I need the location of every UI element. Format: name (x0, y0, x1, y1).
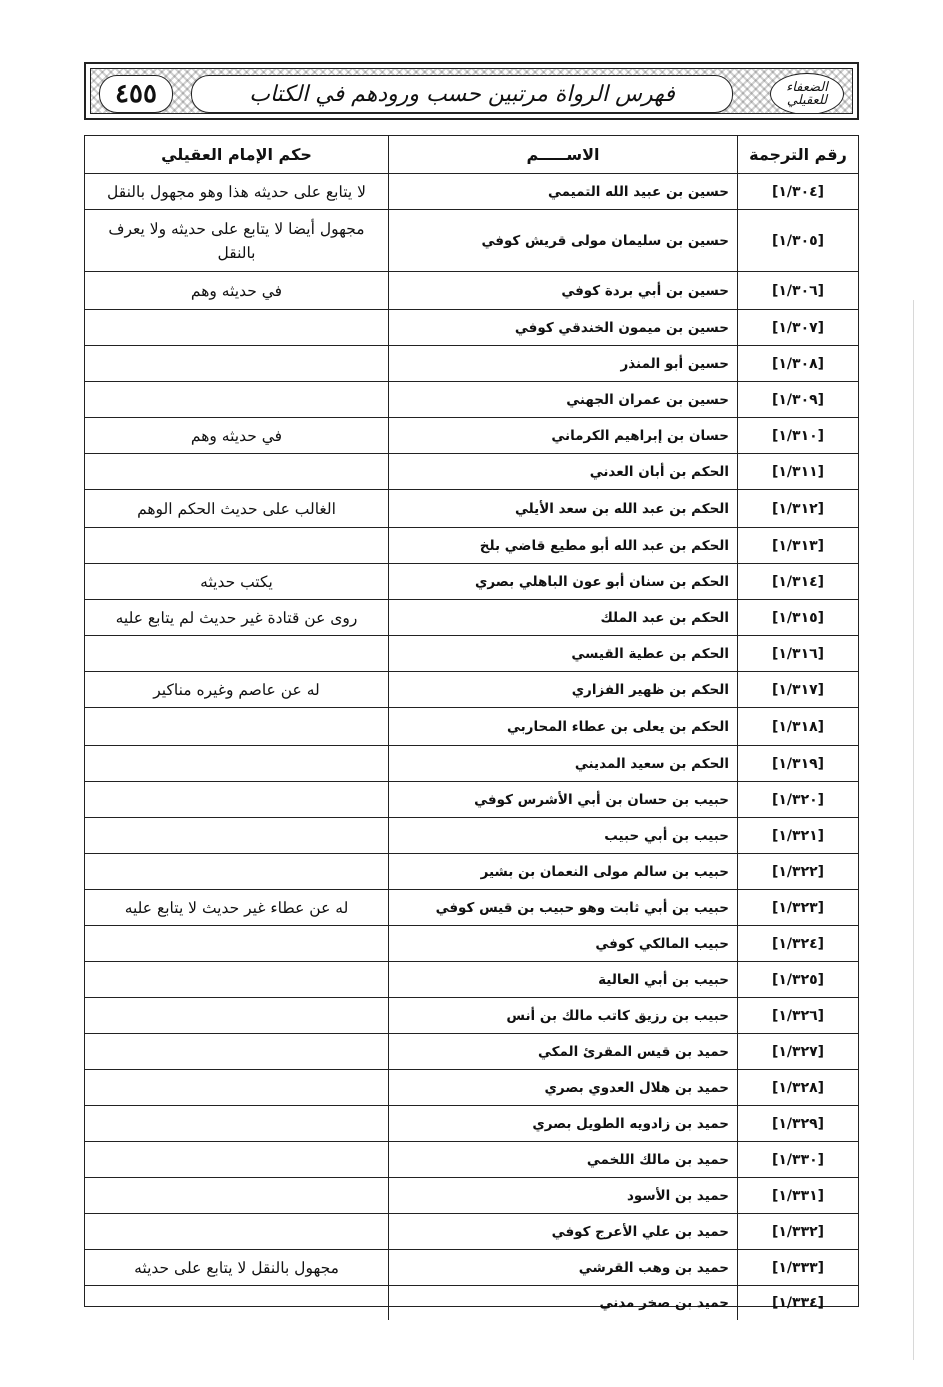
table-row (85, 962, 858, 998)
ruling-cell (85, 564, 388, 599)
page-edge-line (913, 300, 914, 1360)
translation-number-cell (738, 272, 858, 309)
table-row (85, 1250, 858, 1286)
narrators-table (84, 135, 859, 1311)
narrator-name-cell (388, 1214, 738, 1249)
narrator-name: حسين بن سليمان مولى قريش كوفي (481, 232, 729, 249)
table-row (85, 210, 858, 272)
table-row (85, 490, 858, 528)
translation-number: [١/٣٢٦] (771, 1007, 825, 1024)
narrator-name-cell (388, 272, 738, 309)
column-header-ruling: حكم الإمام العقيلي (161, 145, 312, 164)
translation-number-cell (738, 782, 858, 817)
book-logo (770, 73, 844, 114)
narrator-name-cell (388, 174, 738, 209)
ruling-cell (85, 1106, 388, 1141)
translation-number: [١/٣١٤] (771, 573, 825, 590)
translation-number: [١/٣٢٧] (771, 1043, 825, 1060)
translation-number: [١/٣٢٥] (771, 971, 825, 988)
narrator-name-cell (388, 998, 738, 1033)
narrator-name: حبيب بن أبي ثابت وهو حبيب بن قيس كوفي (435, 899, 729, 916)
ruling-cell (85, 210, 388, 271)
page-number-box (99, 75, 173, 113)
narrator-name: حبيب المالكي كوفي (595, 935, 729, 952)
page-header (84, 62, 859, 120)
narrator-name-cell (388, 1286, 738, 1320)
table-row (85, 636, 858, 672)
ruling-cell (85, 962, 388, 997)
narrator-name-cell (388, 672, 738, 707)
narrator-name-cell (388, 1106, 738, 1141)
translation-number-cell (738, 210, 858, 271)
translation-number-cell (738, 926, 858, 961)
ruling-cell (85, 1286, 388, 1320)
narrator-name-cell (388, 708, 738, 745)
narrator-name-cell (388, 1070, 738, 1105)
translation-number-cell (738, 310, 858, 345)
narrator-name-cell (388, 310, 738, 345)
ruling-cell (85, 1034, 388, 1069)
translation-number-cell (738, 564, 858, 599)
ruling-cell (85, 1250, 388, 1285)
translation-number-cell (738, 672, 858, 707)
table-row (85, 672, 858, 708)
ruling-cell (85, 310, 388, 345)
ruling-cell (85, 890, 388, 925)
translation-number-cell (738, 1106, 858, 1141)
narrator-name-cell (388, 528, 738, 563)
table-row (85, 746, 858, 782)
translation-number: [١/٣١١] (771, 463, 825, 480)
narrator-name-cell (388, 854, 738, 889)
narrator-name: حبيب بن حسان بن أبي الأشرس كوفي (474, 791, 729, 808)
translation-number: [١/٣٠٩] (771, 391, 825, 408)
ruling-text: يكتب حديثه (200, 572, 273, 591)
narrator-name: حبيب بن سالم مولى النعمان بن بشير (480, 863, 729, 880)
ruling-cell (85, 854, 388, 889)
table-row (85, 1106, 858, 1142)
ruling-text: لا يتابع على حديثه هذا وهو مجهول بالنقل (107, 182, 366, 201)
ruling-cell (85, 998, 388, 1033)
translation-number: [١/٣٣٤] (771, 1295, 825, 1311)
translation-number: [١/٣١٥] (771, 609, 825, 626)
ruling-cell (85, 708, 388, 745)
narrator-name-cell (388, 1250, 738, 1285)
translation-number: [١/٣٠٤] (771, 183, 825, 200)
ruling-text: له عن عاصم وغيره مناكير (153, 680, 320, 699)
narrator-name-cell (388, 454, 738, 489)
table-row (85, 998, 858, 1034)
ruling-text: مجهول أيضا لا يتابع على حديثه ولا يعرف بالنقل (108, 219, 365, 262)
narrator-name: حميد بن زادويه الطويل بصري (532, 1115, 729, 1132)
translation-number: [١/٣١٩] (771, 755, 825, 772)
translation-number-cell (738, 708, 858, 745)
table-row (85, 782, 858, 818)
translation-number: [١/٣٠٥] (771, 232, 825, 249)
translation-number-cell (738, 600, 858, 635)
translation-number-cell (738, 1250, 858, 1285)
ruling-cell (85, 174, 388, 209)
table-row (85, 1214, 858, 1250)
narrator-name-cell (388, 782, 738, 817)
table-row (85, 854, 858, 890)
translation-number: [١/٣٠٧] (771, 319, 825, 336)
narrator-name-cell (388, 210, 738, 271)
narrator-name: حسين بن عمران الجهني (566, 391, 729, 408)
narrator-name-cell (388, 564, 738, 599)
narrator-name: حسان بن إبراهيم الكرماني (551, 427, 729, 444)
table-row (85, 382, 858, 418)
narrator-name: الحكم بن سنان أبو عون الباهلي بصري (475, 573, 729, 590)
narrator-name: حسين بن عبيد الله التميمي (547, 183, 729, 200)
narrator-name-cell (388, 926, 738, 961)
header-title-box (191, 75, 733, 113)
translation-number: [١/٣٠٦] (771, 282, 825, 299)
narrator-name: الحكم بن عبد الله أبو مطيع قاضي بلخ (479, 537, 729, 554)
page-number: ٤٥٥ (115, 79, 157, 109)
narrator-name-cell (388, 818, 738, 853)
table-row (85, 272, 858, 310)
ruling-cell (85, 1214, 388, 1249)
translation-number-cell (738, 1178, 858, 1213)
narrator-name-cell (388, 418, 738, 453)
table-row (85, 528, 858, 564)
translation-number: [١/٣٣٣] (771, 1259, 825, 1276)
table-row (85, 818, 858, 854)
ruling-cell (85, 490, 388, 527)
narrator-name: الحكم بن سعيد المديني (574, 755, 729, 772)
translation-number-cell (738, 1034, 858, 1069)
translation-number: [١/٣٢٤] (771, 935, 825, 952)
narrator-name: حميد بن مالك اللخمي (586, 1151, 729, 1168)
table-row (85, 1070, 858, 1106)
narrator-name-cell (388, 490, 738, 527)
translation-number: [١/٣١٨] (771, 718, 825, 735)
table-row (85, 564, 858, 600)
narrator-name-cell (388, 382, 738, 417)
narrator-name: حميد بن وهب القرشي (578, 1259, 729, 1276)
translation-number: [١/٣٢١] (771, 827, 825, 844)
header-ornament (90, 68, 853, 114)
translation-number: [١/٣٢٢] (771, 863, 825, 880)
narrator-name: حبيب بن أبي حبيب (604, 827, 729, 844)
narrator-name: حميد بن صخر مدني (599, 1295, 729, 1311)
ruling-text: في حديثه وهم (190, 426, 283, 445)
translation-number-cell (738, 454, 858, 489)
ruling-cell (85, 782, 388, 817)
translation-number: [١/٣١٠] (771, 427, 825, 444)
narrator-name: الحكم بن أبان العدني (589, 463, 729, 480)
ruling-cell (85, 1070, 388, 1105)
ruling-text: مجهول بالنقل لا يتابع على حديثه (134, 1258, 339, 1277)
translation-number-cell (738, 746, 858, 781)
table-row (85, 454, 858, 490)
column-header-name: الاســـــم (388, 136, 738, 173)
translation-number: [١/٣٣٢] (771, 1223, 825, 1240)
ruling-cell (85, 600, 388, 635)
table-row (85, 890, 858, 926)
narrator-name: حسين بن ميمون الخندقي كوفي (514, 319, 729, 336)
table-row (85, 418, 858, 454)
narrator-name: الحكم بن عطية القيسي (571, 645, 729, 662)
translation-number-cell (738, 490, 858, 527)
translation-number: [١/٣٠٨] (771, 355, 825, 372)
translation-number-cell (738, 818, 858, 853)
translation-number-cell (738, 998, 858, 1033)
ruling-text: في حديثه وهم (190, 281, 283, 300)
narrator-name: حميد بن الأسود (626, 1187, 729, 1204)
translation-number-cell (738, 1070, 858, 1105)
table-row (85, 600, 858, 636)
narrator-name-cell (388, 890, 738, 925)
translation-number-cell (738, 418, 858, 453)
ruling-cell (85, 454, 388, 489)
book-logo-text: الضعفاء للعقيلي (786, 80, 828, 108)
ruling-cell (85, 636, 388, 671)
narrator-name: حميد بن هلال العدوي بصري (544, 1079, 729, 1096)
table-row (85, 1286, 858, 1320)
ruling-cell (85, 346, 388, 381)
ruling-cell (85, 746, 388, 781)
table-row (85, 1142, 858, 1178)
translation-number: [١/٣٢٣] (771, 899, 825, 916)
narrator-name-cell (388, 636, 738, 671)
narrator-name-cell (388, 600, 738, 635)
translation-number-cell (738, 528, 858, 563)
narrator-name: الحكم بن عبد الله بن سعد الأيلي (514, 500, 729, 517)
ruling-cell (85, 672, 388, 707)
narrator-name: الحكم بن يعلى بن عطاء المحاربي (506, 718, 729, 735)
translation-number-cell (738, 854, 858, 889)
narrator-name: حميد بن قيس المقرئ المكي (537, 1043, 729, 1060)
translation-number: [١/٣٢٨] (771, 1079, 825, 1096)
translation-number-cell (738, 636, 858, 671)
narrator-name: حميد بن علي الأعرج كوفي (551, 1223, 729, 1240)
table-row (85, 346, 858, 382)
table-row (85, 1034, 858, 1070)
narrator-name: حبيب بن رزيق كاتب مالك بن أنس (506, 1007, 729, 1024)
translation-number-cell (738, 1286, 858, 1320)
ruling-cell (85, 272, 388, 309)
translation-number: [١/٣١٧] (771, 681, 825, 698)
translation-number-cell (738, 890, 858, 925)
table-header-row (85, 136, 858, 174)
table-row (85, 1178, 858, 1214)
ruling-text: روى عن قتادة غير حديث لم يتابع عليه (115, 608, 358, 627)
translation-number-cell (738, 962, 858, 997)
narrator-name: حسين أبو المنذر (620, 355, 729, 372)
ruling-text: الغالب على حديث الحكم الوهم (137, 499, 336, 518)
ruling-cell (85, 418, 388, 453)
translation-number-cell (738, 1214, 858, 1249)
table-row (85, 926, 858, 962)
narrator-name: الحكم بن عبد الملك (600, 609, 729, 626)
ruling-cell (85, 926, 388, 961)
ruling-cell (85, 1142, 388, 1177)
table-row (85, 310, 858, 346)
translation-number: [١/٣١٢] (771, 500, 825, 517)
translation-number: [١/٣١٦] (771, 645, 825, 662)
translation-number: [١/٣٢٠] (771, 791, 825, 808)
narrator-name-cell (388, 1142, 738, 1177)
narrator-name-cell (388, 1178, 738, 1213)
narrator-name-cell (388, 746, 738, 781)
translation-number: [١/٣٣٠] (771, 1151, 825, 1168)
ruling-cell (85, 528, 388, 563)
table-row (85, 708, 858, 746)
narrator-name-cell (388, 1034, 738, 1069)
translation-number-cell (738, 346, 858, 381)
translation-number: [١/٣٣١] (771, 1187, 825, 1204)
narrator-name: حسين بن أبي بردة كوفي (561, 282, 729, 299)
ruling-cell (85, 818, 388, 853)
narrator-name-cell (388, 962, 738, 997)
column-header-number: رقم الترجمة (749, 145, 847, 164)
ruling-cell (85, 382, 388, 417)
header-title: فهرس الرواة مرتبين حسب ورودهم في الكتاب (249, 81, 675, 107)
translation-number: [١/٣١٣] (771, 537, 825, 554)
ruling-cell (85, 1178, 388, 1213)
ruling-text: له عن عطاء غير حديث لا يتابع عليه (124, 898, 349, 917)
translation-number-cell (738, 382, 858, 417)
narrator-name-cell (388, 346, 738, 381)
translation-number-cell (738, 174, 858, 209)
narrator-name: حبيب بن أبي العالية (598, 971, 729, 988)
table-row (85, 174, 858, 210)
translation-number-cell (738, 1142, 858, 1177)
translation-number: [١/٣٢٩] (771, 1115, 825, 1132)
narrator-name: الحكم بن ظهير الفزاري (571, 681, 729, 698)
